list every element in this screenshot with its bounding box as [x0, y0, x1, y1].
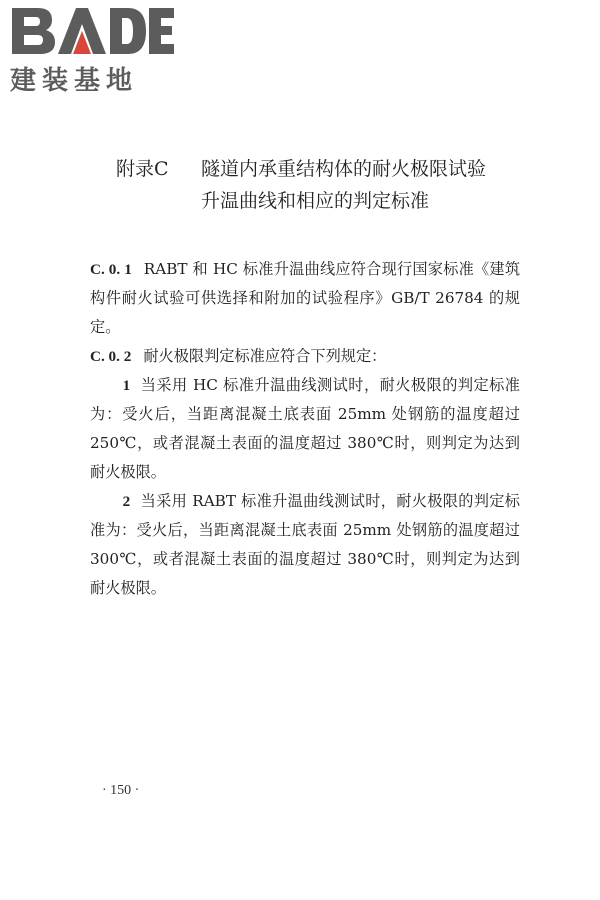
clause-c01 [90, 255, 520, 342]
item-number: 1 [122, 377, 131, 394]
appendix-label: 附录C [116, 158, 169, 180]
item-text: 当采用 RABT 标准升温曲线测试时，耐火极限的判定标准为：受火后，当距离混凝土底表面 25mm 处钢筋的温度超过 300℃，或者混凝土表面的温度超过 380℃时，则判定为达到耐火极限。 [90, 492, 520, 597]
title-text-1: 隧道内承重结构体的耐火极限试验 [201, 158, 487, 180]
bade-wordmark-logo [10, 4, 175, 56]
list-item [90, 371, 520, 487]
bade-logo [10, 4, 175, 94]
title-line-1 [116, 153, 486, 185]
clause-number: C. 0. 1 [90, 261, 132, 278]
clause-text: RABT 和 HC 标准升温曲线应符合现行国家标准《建筑构件耐火试验可供选择和附加的试验程序》GB/T 26784 的规定。 [90, 260, 521, 336]
clause-c02 [90, 342, 520, 371]
list-item [90, 487, 520, 603]
item-number: 2 [122, 493, 131, 510]
clause-number: C. 0. 2 [90, 348, 132, 365]
document-body [90, 255, 520, 603]
clause-text: 耐火极限判定标准应符合下列规定： [143, 347, 387, 365]
title-line-2: 升温曲线和相应的判定标准 [201, 190, 430, 212]
page-number: · 150 · [102, 783, 140, 798]
item-text: 当采用 HC 标准升温曲线测试时，耐火极限的判定标准为：受火后，当距离混凝土底表面 25mm 处钢筋的温度超过 250℃，或者混凝土表面的温度超过 380℃时，则判定为达到耐火极限。 [90, 376, 520, 481]
logo-subtitle: 建装基地 [10, 66, 139, 96]
